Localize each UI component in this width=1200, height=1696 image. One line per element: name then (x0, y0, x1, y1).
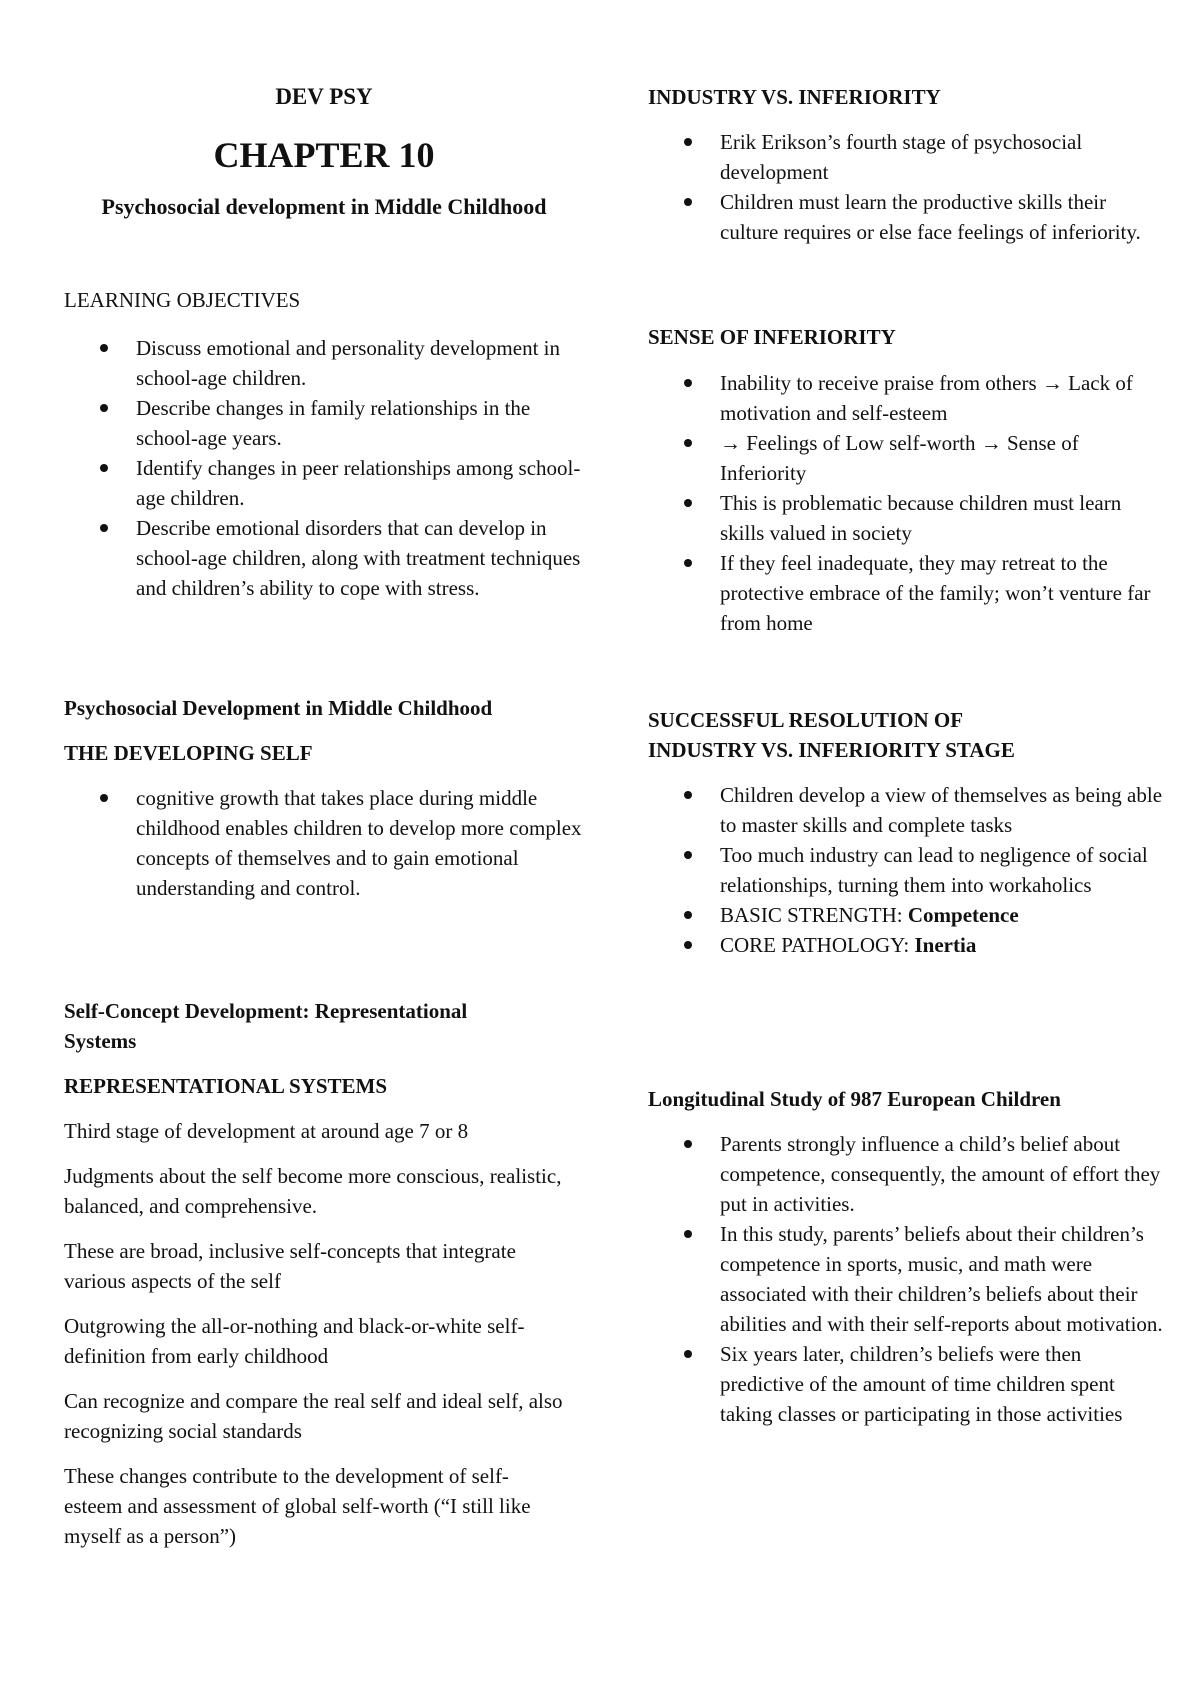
paragraph: These changes contribute to the development of self-esteem and assessment of global self-worth (“I still like myself as a person”) (64, 1464, 531, 1548)
basic-strength-value: Competence (907, 903, 1019, 927)
paragraph: Third stage of development at around age 7 or 8 (64, 1119, 469, 1143)
resolution-heading-line1: SUCCESSFUL RESOLUTION OF (648, 708, 964, 732)
list-item: Inability to receive praise from others → Lack of motivation and self-esteem (648, 368, 1168, 428)
list-item: Six years later, children’s beliefs were then predictive of the amount of time children spent taking classes or participating in those activities (648, 1339, 1168, 1429)
inferiority-list (648, 368, 1168, 638)
core-pathology-value: Inertia (914, 933, 977, 957)
list-item: Children develop a view of themselves as being able to master skills and complete tasks (648, 780, 1168, 840)
list-item: Discuss emotional and personality development in school-age children. (64, 333, 584, 393)
learning-objectives-heading: LEARNING OBJECTIVES (64, 288, 301, 312)
list-item: Parents strongly influence a child’s belief about competence, consequently, the amount of effort they put in activities. (648, 1129, 1168, 1219)
chapter-title: CHAPTER 10 (213, 135, 435, 175)
longitudinal-list (648, 1129, 1168, 1429)
resolution-heading-line2: INDUSTRY VS. INFERIORITY STAGE (648, 738, 1015, 762)
paragraph: These are broad, inclusive self-concepts that integrate various aspects of the self (64, 1239, 516, 1293)
list-item: Children must learn the productive skills their culture requires or else face feelings of inferiority. (648, 187, 1168, 247)
developing-self-list (64, 783, 584, 903)
list-item: Describe changes in family relationships in the school-age years. (64, 393, 584, 453)
learning-objectives-list (64, 333, 584, 603)
list-item: In this study, parents’ beliefs about their children’s competence in sports, music, and math were associated with their children’s beliefs about their abilities and with their self-reports about motivation. (648, 1219, 1168, 1339)
list-item: This is problematic because children must learn skills valued in society (648, 488, 1168, 548)
list-item: Erik Erikson’s fourth stage of psychosocial development (648, 127, 1168, 187)
list-item: Too much industry can lead to negligence of social relationships, turning them into workaholics (648, 840, 1168, 900)
basic-strength-label: BASIC STRENGTH: (720, 903, 908, 927)
paragraph: Judgments about the self become more conscious, realistic, balanced, and comprehensive. (64, 1164, 562, 1218)
list-item: cognitive growth that takes place during middle childhood enables children to develop more complex concepts of themselves and to gain emotional understanding and control. (64, 783, 584, 903)
section-title-psychosocial: Psychosocial Development in Middle Childhood (64, 696, 493, 720)
list-item-basic-strength (648, 900, 1168, 930)
resolution-heading (648, 705, 1168, 765)
section-title-self-concept: Self-Concept Development: Representational Systems (64, 999, 468, 1053)
core-pathology-label: CORE PATHOLOGY: (720, 933, 915, 957)
representational-systems-heading: REPRESENTATIONAL SYSTEMS (64, 1074, 388, 1098)
page-subtitle: Psychosocial development in Middle Childhood (101, 194, 547, 219)
list-item: Describe emotional disorders that can develop in school-age children, along with treatment techniques and children’s ability to cope with stress. (64, 513, 584, 603)
longitudinal-heading: Longitudinal Study of 987 European Children (648, 1087, 1061, 1111)
list-item: → Feelings of Low self-worth → Sense of Inferiority (648, 428, 1168, 488)
list-item: Identify changes in peer relationships among school-age children. (64, 453, 584, 513)
paragraph: Outgrowing the all-or-nothing and black-or-white self-definition from early childhood (64, 1314, 525, 1368)
developing-self-heading: THE DEVELOPING SELF (64, 741, 313, 765)
list-item-core-pathology (648, 930, 1168, 960)
inferiority-heading: SENSE OF INFERIORITY (648, 325, 896, 349)
industry-heading: INDUSTRY VS. INFERIORITY (648, 85, 941, 109)
resolution-list (648, 780, 1168, 960)
course-title: DEV PSY (275, 84, 373, 109)
list-item: If they feel inadequate, they may retreat to the protective embrace of the family; won’t venture far from home (648, 548, 1168, 638)
industry-list (648, 127, 1168, 247)
paragraph: Can recognize and compare the real self and ideal self, also recognizing social standards (64, 1389, 563, 1443)
